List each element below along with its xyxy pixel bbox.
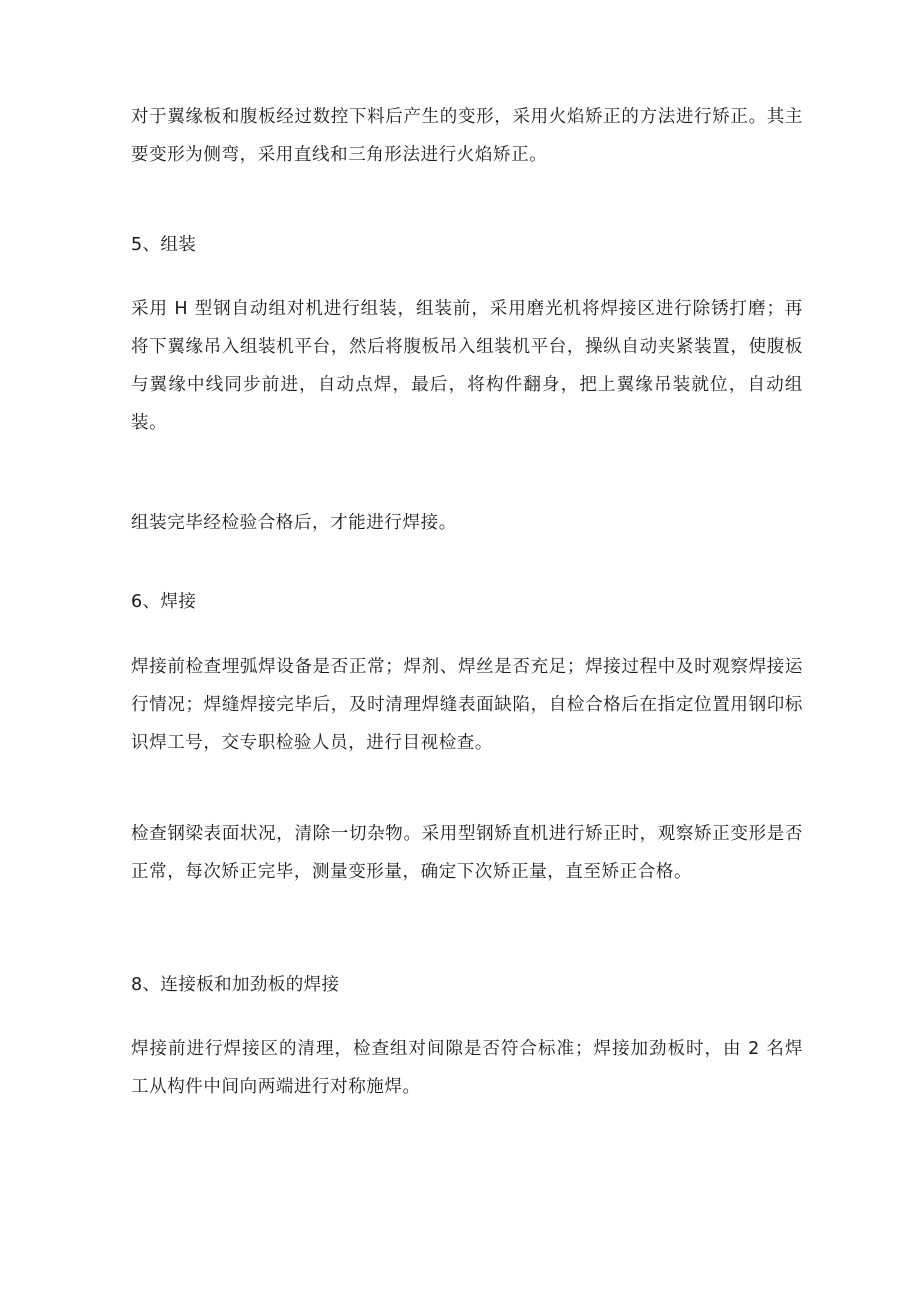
- paragraph-straightening: 检查钢梁表面状况，清除一切杂物。采用型钢矫直机进行矫正时，观察矫正变形是否正常，每次矫正完毕，测量变形量，确定下次矫正量，直至矫正合格。: [131, 824, 803, 882]
- paragraph-welding-process: 焊接前检查埋弧焊设备是否正常；焊剂、焊丝是否充足；焊接过程中及时观察焊接运行情况；焊缝焊接完毕后，及时清理焊缝表面缺陷，自检合格后在指定位置用钢印标识焊工号，交专职检验人员，进行目视检查。: [131, 657, 803, 753]
- paragraph-assembly-inspection: 组装完毕经检验合格后，才能进行焊接。: [131, 513, 457, 533]
- paragraph-assembly-process: 采用 H 型钢自动组对机进行组装，组装前，采用磨光机将焊接区进行除锈打磨；再将下翼缘吊入组装机平台，然后将腹板吊入组装机平台，操纵自动夹紧装置，使腹板与翼缘中线同步前进，自动点焊，最后，将构件翻身，把上翼缘吊装就位，自动组装。: [131, 299, 803, 433]
- heading-plate-welding: 8、连接板和加劲板的焊接: [131, 975, 340, 995]
- heading-assembly: 5、组装: [131, 235, 197, 255]
- paragraph-flame-correction: 对于翼缘板和腹板经过数控下料后产生的变形，采用火焰矫正的方法进行矫正。其主要变形为侧弯，采用直线和三角形法进行火焰矫正。: [131, 107, 803, 165]
- heading-welding: 6、焊接: [131, 592, 197, 612]
- paragraph-plate-welding: 焊接前进行焊接区的清理，检查组对间隙是否符合标准；焊接加劲板时，由 2 名焊工从构件中间向两端进行对称施焊。: [131, 1039, 803, 1097]
